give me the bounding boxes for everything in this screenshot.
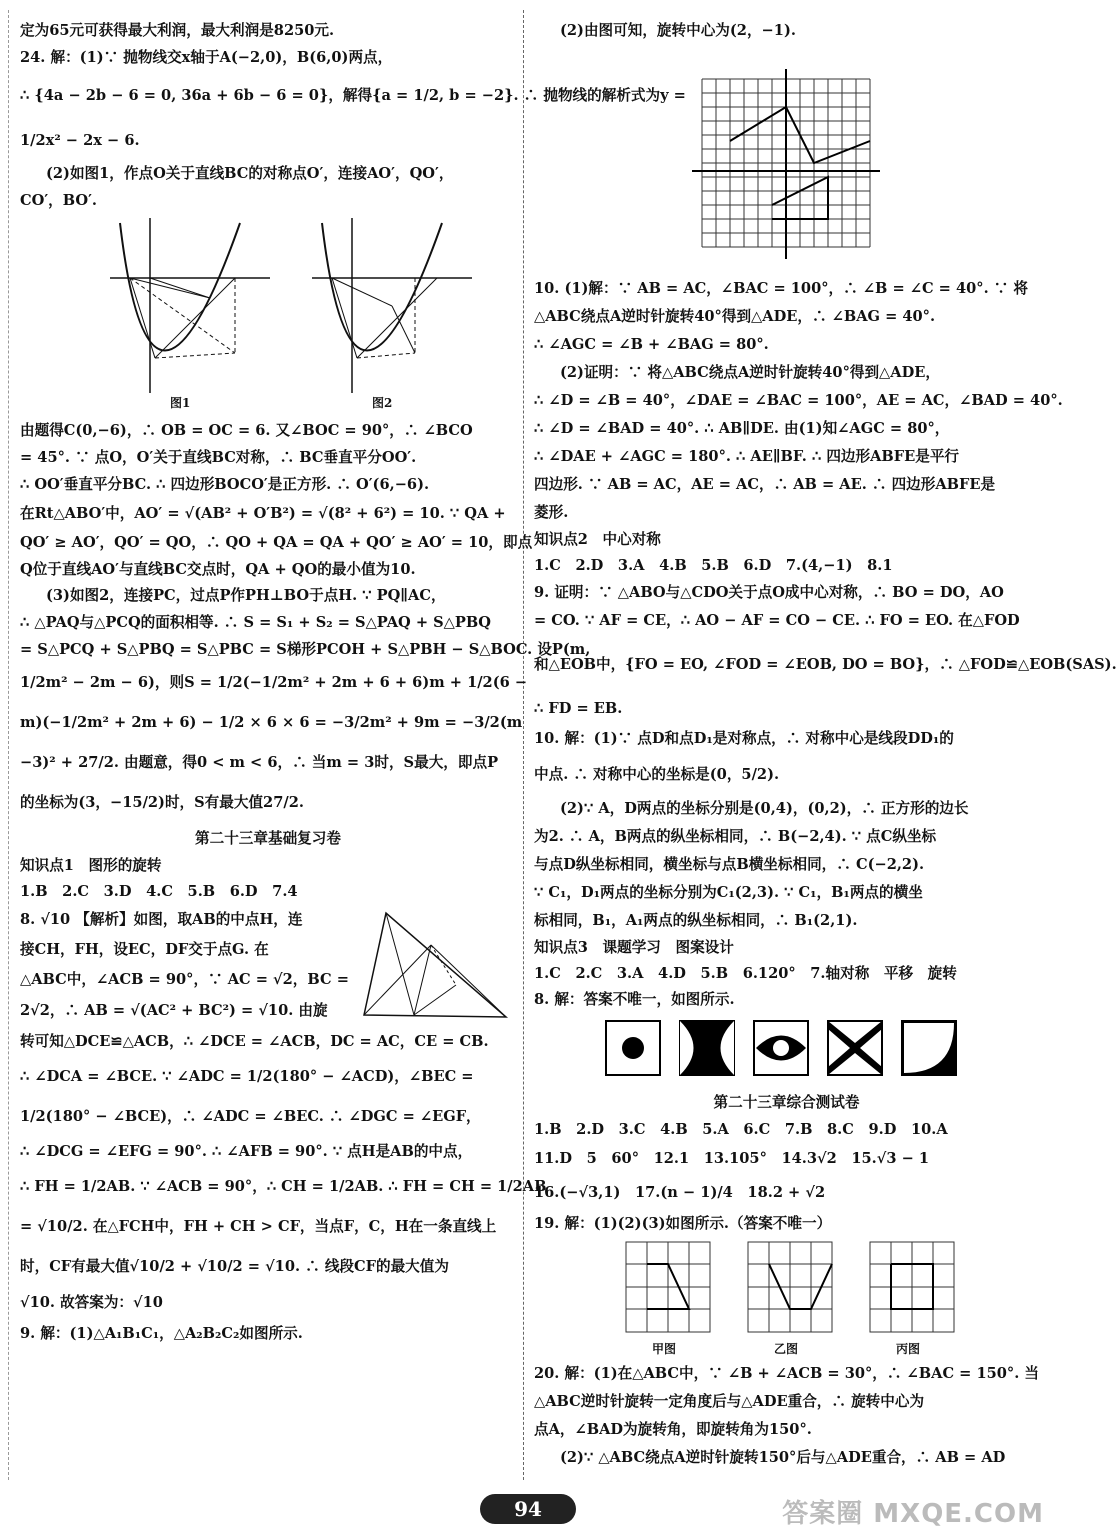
text-line: ∴ FH = 1/2AB. ∵ ∠ACB = 90°，∴ CH = 1/2AB. ∴ FH = CH = 1/2AB [20, 1178, 547, 1196]
figure-1 [110, 218, 270, 393]
text-line: 定为65元可获得最大利润，最大利润是8250元. [20, 22, 335, 39]
text-line: ∴ OO′垂直平分BC. ∴ 四边形BOCO′是正方形. ∴ O′(6,−6). [20, 475, 430, 493]
text-line: 的坐标为(3，−15/2)时，S有最大值27/2. [20, 794, 304, 812]
left-margin-line [8, 10, 9, 1480]
text-line: 点A，∠BAD为旋转角，即旋转角为150°. [534, 1420, 812, 1438]
text-line: ∴ △PAQ与△PCQ的面积相等. ∴ S = S₁ + S₂ = S△PAQ + S△PBQ [20, 613, 491, 631]
text-line: 19. 解：(1)(2)(3)如图所示.（答案不唯一） [534, 1215, 832, 1233]
text-line: 9. 证明：∵ △ABO与△CDO关于点O成中心对称，∴ BO = DO，AO [534, 583, 1004, 601]
figure-1-caption: 图1 [170, 396, 191, 411]
text-line: (2)由图可知，旋转中心为(2，−1). [560, 22, 796, 39]
rotation-triangle-figure [356, 905, 516, 1023]
text-line: 1/2m² − 2m − 6)，则S = 1/2(−1/2m² + 2m + 6 + 6)m + 1/2(6 − [20, 674, 528, 692]
watermark: 答案圈 MXQE.COM [782, 1499, 1044, 1529]
text-line: 四边形. ∵ AB = AC，AE = AC，∴ AB = AE. ∴ 四边形ABFE是 [534, 475, 996, 493]
section-title: 知识点2 中心对称 [534, 530, 661, 548]
parabola-figures [20, 218, 516, 414]
text-line: (2)证明：∵ 将△ABC绕点A逆时针旋转40°得到△ADE， [560, 363, 940, 381]
text-line: △ABC中，∠ACB = 90°，∵ AC = √2，BC = [20, 971, 349, 989]
grid-jia [626, 1242, 710, 1332]
text-line: QO′ ≥ AO′，QO′ = QO，∴ QO + QA = QA + QO′ ≥ AO′ = 10，即点 [20, 534, 533, 552]
text-line: (2)∵ △ABC绕点A逆时针旋转150°后与△ADE重合，∴ AB = AD [560, 1448, 1006, 1466]
text-line: ∴ ∠DCG = ∠EFG = 90°. ∴ ∠AFB = 90°. ∵ 点H是AB的中点， [20, 1143, 473, 1161]
text-line: ∴ FD = EB. [534, 699, 623, 717]
text-line: 24. 解：(1)∵ 抛物线交x轴于A(−2,0)，B(6,0)两点， [20, 48, 393, 66]
text-line: ∴ ∠D = ∠BAD = 40°. ∴ AB∥DE. 由(1)知∠AGC = 80°， [534, 419, 950, 437]
text-line: √10. 故答案为：√10 [20, 1294, 163, 1312]
answer-line: 8. 解：答案不唯一，如图所示. [534, 990, 735, 1008]
text-line: 1/2x² − 2x − 6. [20, 132, 140, 150]
text-line: 转可知△DCE≌△ACB，∴ ∠DCE = ∠ACB，DC = AC，CE = CB. [20, 1033, 489, 1051]
text-line: 时，CF有最大值√10/2 + √10/2 = √10. ∴ 线段CF的最大值为 [20, 1258, 449, 1276]
text-line: △ABC绕点A逆时针旋转40°得到△ADE，∴ ∠BAG = 40°. [534, 307, 936, 325]
q8-block [20, 905, 516, 1027]
text-line: 11.D 5 60° 12.1 13.105° 14.3√2 15.√3 − 1 [534, 1150, 930, 1168]
text-line: 16.(−√3,1) 17.(n − 1)/4 18.2 + √2 [534, 1184, 826, 1202]
text-line: ∴ {4a − 2b − 6 = 0, 36a + 6b − 6 = 0}，解得{a = 1/2, b = −2}. ∴ 抛物线的解析式为y = [20, 87, 686, 105]
column-divider [523, 10, 524, 1480]
pattern-5 [902, 1021, 956, 1075]
right-column [534, 18, 1117, 1472]
coordinate-grid-svg [534, 49, 1039, 269]
text-line: 菱形. [534, 503, 569, 521]
text-line: (2)如图1，作点O关于直线BC的对称点O′，连接AO′，QO′， [46, 165, 454, 183]
text-line: 标相同，B₁，A₁两点的纵坐标相同，∴ B₁(2,1). [534, 911, 858, 929]
answer-line: 1.B 2.C 3.D 4.C 5.B 6.D 7.4 [20, 883, 298, 901]
text-line: 为2. ∴ A，B两点的纵坐标相同，∴ B(−2,4). ∵ 点C纵坐标 [534, 827, 937, 845]
parabola-figure-svg [20, 218, 516, 394]
grid-caption: 丙图 [896, 1341, 921, 1356]
text-line: 接CH，FH，设EC，DF交于点G. 在 [20, 941, 269, 959]
text-line: 在Rt△ABO′中，AO′ = √(AB² + O′B²) = √(8² + 6²) = 10. ∵ QA + [20, 505, 506, 523]
text-line: ∴ ∠DAE + ∠AGC = 180°. ∴ AE∥BF. ∴ 四边形ABFE是平行 [534, 447, 960, 465]
text-line: m)(−1/2m² + 2m + 6) − 1/2 × 6 × 6 = −3/2m² + 9m = −3/2(m [20, 714, 523, 732]
text-line: Q位于直线AO′与直线BC交点时，QA + QO的最小值为10. [20, 560, 416, 578]
pattern-designs [534, 1017, 1039, 1079]
text-line: 9. 解：(1)△A₁B₁C₁，△A₂B₂C₂如图所示. [20, 1325, 303, 1343]
text-line: 8. √10 【解析】如图，取AB的中点H，连 [20, 911, 303, 929]
grid-figure [534, 49, 1039, 271]
text-line: 由题得C(0,−6)，∴ OB = OC = 6. 又∠BOC = 90°，∴ ∠BCO [20, 422, 473, 440]
text-line: ∵ C₁，D₁两点的坐标分别为C₁(2,3). ∵ C₁，B₁两点的横坐 [534, 883, 923, 901]
grid-yi [748, 1242, 832, 1332]
text-line: −3)² + 27/2. 由题意，得0 < m < 6，∴ 当m = 3时，S最大，即点P [20, 754, 499, 772]
grid-caption: 乙图 [774, 1341, 799, 1356]
figure-2 [312, 218, 472, 393]
section-title: 知识点3 课题学习 图案设计 [534, 938, 734, 956]
chapter-title: 第二十三章基础复习卷 [195, 830, 341, 848]
text-line: = √10/2. 在△FCH中，FH + CH > CF，当点F，C，H在一条直线上 [20, 1218, 497, 1236]
text-line: ∴ ∠AGC = ∠B + ∠BAG = 80°. [534, 335, 769, 353]
text-line: 和△EOB中，{FO = EO, ∠FOD = ∠EOB, DO = BO}，∴ △FOD≌△EOB(SAS). [534, 655, 1117, 673]
page-number: 94 [480, 1494, 576, 1524]
text-line: 1/2(180° − ∠BCE)，∴ ∠ADC = ∠BEC. ∴ ∠DGC = ∠EGF， [20, 1108, 481, 1126]
grid-answers-svg [534, 1238, 1039, 1342]
text-line: 10. (1)解：∵ AB = AC，∠BAC = 100°，∴ ∠B = ∠C = 40°. ∵ 将 [534, 279, 1029, 297]
text-line: CO′，BO′. [20, 191, 98, 209]
test-title: 第二十三章综合测试卷 [713, 1093, 860, 1111]
pattern-1 [606, 1021, 660, 1075]
answer-line: 1.C 2.C 3.A 4.D 5.B 6.120° 7.轴对称 平移 旋转 [534, 964, 957, 982]
grid-answers [534, 1238, 1039, 1360]
text-line: = S△PCQ + S△PBQ = S△PBC = S梯形PCOH + S△PBH − S△BOC. 设P(m, [20, 640, 591, 658]
text-line: ∴ ∠DCA = ∠BCE. ∵ ∠ADC = 1/2(180° − ∠ACD)，∠BEC = [20, 1068, 474, 1086]
grid-bing [870, 1242, 954, 1332]
text-line: = CO. ∵ AF = CE，∴ AO − AF = CO − CE. ∴ FO = EO. 在△FOD [534, 611, 1020, 629]
text-line: 10. 解：(1)∵ 点D和点D₁是对称点，∴ 对称中心是线段DD₁的 [534, 729, 954, 747]
figure-2-caption: 图2 [372, 396, 393, 411]
text-line: 2√2，∴ AB = √(AC² + BC²) = √10. 由旋 [20, 1002, 328, 1020]
text-line: 1.B 2.D 3.C 4.B 5.A 6.C 7.B 8.C 9.D 10.A [534, 1120, 948, 1138]
text-line: 中点. ∴ 对称中心的坐标是(0，5/2). [534, 765, 780, 783]
pattern-2 [680, 1021, 734, 1075]
section-title: 知识点1 图形的旋转 [20, 857, 162, 875]
pattern-3 [754, 1021, 808, 1075]
text-line: 20. 解：(1)在△ABC中，∵ ∠B + ∠ACB = 30°，∴ ∠BAC = 150°. 当 [534, 1364, 1039, 1382]
text-line: (2)∵ A，D两点的坐标分别是(0,4)，(0,2)，∴ 正方形的边长 [560, 799, 969, 817]
answer-line: 1.C 2.D 3.A 4.B 5.B 6.D 7.(4,−1) 8.1 [534, 556, 893, 574]
text-line: = 45°. ∵ 点O，O′关于直线BC对称，∴ BC垂直平分OO′. [20, 448, 417, 466]
text-line: 与点D纵坐标相同，横坐标与点B横坐标相同，∴ C(−2,2). [534, 855, 925, 873]
pattern-4 [828, 1021, 882, 1075]
grid-caption: 甲图 [652, 1341, 677, 1356]
text-line: ∴ ∠D = ∠B = 40°，∠DAE = ∠BAC = 100°，AE = AC，∠BAD = 40°. [534, 391, 1063, 409]
text-line: (3)如图2，连接PC，过点P作PH⊥BO于点H. ∵ PQ∥AC， [46, 587, 446, 605]
text-line: △ABC逆时针旋转一定角度后与△ADE重合，∴ 旋转中心为 [534, 1392, 925, 1410]
